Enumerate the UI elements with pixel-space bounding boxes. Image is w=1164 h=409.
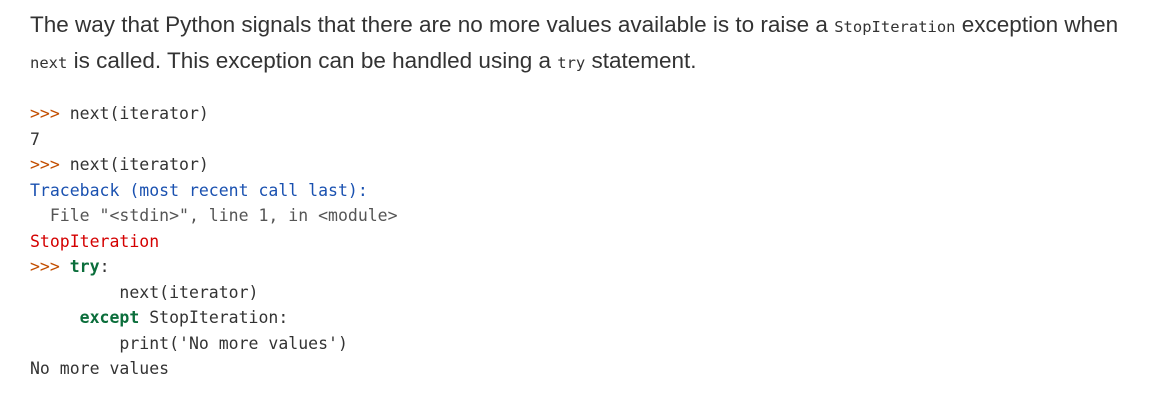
- paragraph-text-3: is called. This exception can be handled using a: [67, 48, 558, 73]
- traceback-header: Traceback (most recent call last):: [30, 180, 368, 200]
- code-text: next(iterator): [59, 104, 209, 123]
- indent: [30, 283, 119, 302]
- prompt: >>>: [30, 104, 60, 123]
- code-block: [30, 101, 398, 382]
- code-line: [30, 305, 398, 331]
- inline-code-try: try: [557, 54, 586, 72]
- code-text: print('No more values'): [119, 333, 348, 353]
- paragraph-text-1: The way that Python signals that there are no more values available is to raise a: [30, 12, 835, 37]
- explanation-paragraph: [30, 8, 1140, 80]
- paragraph-text-2: exception when: [955, 12, 1119, 37]
- code-line: [30, 280, 398, 306]
- code-line: [30, 101, 398, 127]
- code-line: [30, 178, 398, 204]
- indent: [30, 334, 119, 353]
- prompt: >>>: [30, 155, 60, 174]
- code-line: [30, 203, 398, 229]
- exception-name: StopIteration: [30, 231, 160, 251]
- code-text: next(iterator): [59, 155, 209, 174]
- code-line: [30, 254, 398, 280]
- except-keyword: except: [79, 308, 140, 327]
- code-text: next(iterator): [119, 282, 259, 302]
- prompt: >>>: [30, 257, 60, 276]
- output-text: 7: [30, 129, 40, 149]
- traceback-file: File "<stdin>", line 1, in <module>: [30, 206, 398, 225]
- indent: [30, 308, 80, 327]
- code-line: [30, 229, 398, 255]
- code-line: [30, 331, 398, 357]
- code-text: :: [99, 257, 110, 276]
- try-keyword: try: [69, 257, 100, 276]
- paragraph-text-4: statement.: [585, 48, 697, 73]
- code-line: [30, 127, 398, 153]
- output-text: No more values: [30, 359, 170, 378]
- code-line: [30, 152, 398, 178]
- code-text: StopIteration:: [139, 308, 289, 327]
- code-line: [30, 356, 398, 382]
- inline-code-stopiteration: StopIteration: [834, 18, 956, 36]
- inline-code-next: next: [30, 54, 68, 72]
